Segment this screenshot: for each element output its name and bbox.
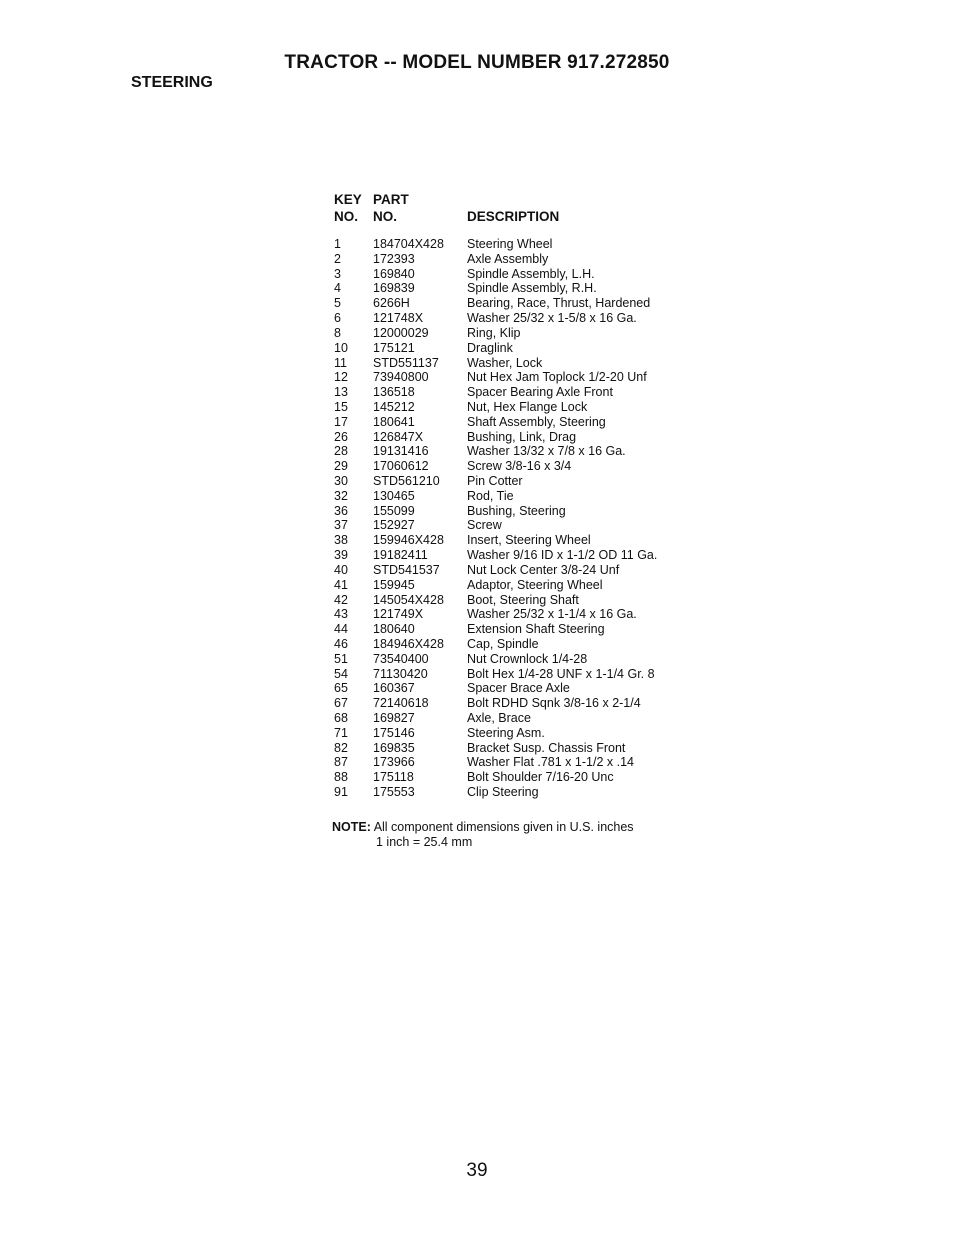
part-number: 175553 xyxy=(373,785,415,800)
part-number: 184946X428 xyxy=(373,636,444,651)
part-number: STD541537 xyxy=(373,562,440,577)
part-description: Insert, Steering Wheel xyxy=(467,533,591,548)
part-number: 180641 xyxy=(373,414,415,429)
part-number: 6266H xyxy=(373,296,410,311)
part-number: 130465 xyxy=(373,488,415,503)
key-number: 29 xyxy=(334,459,348,474)
part-description: Axle, Brace xyxy=(467,711,531,725)
part-description: Spindle Assembly, L.H. xyxy=(467,266,595,281)
key-number: 40 xyxy=(334,562,348,577)
part-number: 169835 xyxy=(373,740,415,755)
part-description: Screw 3/8-16 x 3/4 xyxy=(467,459,572,474)
part-description: Spacer Bearing Axle Front xyxy=(467,385,613,400)
key-number: 6 xyxy=(334,311,341,326)
key-number: 71 xyxy=(334,725,348,740)
part-number: 180640 xyxy=(373,622,415,637)
part-description: Clip Steering xyxy=(467,785,539,800)
key-number: 68 xyxy=(334,711,348,725)
part-description: Ring, Klip xyxy=(467,325,521,340)
part-number: 160367 xyxy=(373,681,415,696)
part-number: STD561210 xyxy=(373,474,440,488)
key-number: 44 xyxy=(334,622,348,637)
part-description: Bushing, Steering xyxy=(467,503,566,518)
part-description: Washer Flat .781 x 1-1/2 x .14 xyxy=(467,755,634,770)
part-description: Nut Lock Center 3/8-24 Unf xyxy=(467,562,620,577)
key-number: 91 xyxy=(334,785,348,800)
part-description: Shaft Assembly, Steering xyxy=(467,414,606,429)
header-description: DESCRIPTION xyxy=(467,209,560,224)
key-number: 36 xyxy=(334,503,348,518)
part-description: Adaptor, Steering Wheel xyxy=(467,577,603,592)
part-description: Draglink xyxy=(467,340,513,355)
part-description: Nut Hex Jam Toplock 1/2-20 Unf xyxy=(467,370,647,385)
part-number: 72140618 xyxy=(373,696,429,711)
key-number: 11 xyxy=(334,355,347,370)
part-description: Bushing, Link, Drag xyxy=(467,429,577,444)
part-description: Washer 13/32 x 7/8 x 16 Ga. xyxy=(467,444,626,459)
part-number: 12000029 xyxy=(373,325,429,340)
key-number: 26 xyxy=(334,429,348,444)
key-number: 82 xyxy=(334,740,348,755)
note-label: NOTE: xyxy=(332,820,371,834)
part-number: 19182411 xyxy=(373,548,428,563)
part-description: Spacer Brace Axle xyxy=(467,681,570,696)
note-line1: All component dimensions given in U.S. inches xyxy=(373,820,634,834)
page-number: 39 xyxy=(466,1160,488,1181)
key-number: 42 xyxy=(334,592,348,607)
key-number: 32 xyxy=(334,488,348,503)
key-number: 10 xyxy=(334,340,348,355)
key-number: 30 xyxy=(334,474,348,488)
part-description: Steering Wheel xyxy=(467,237,553,251)
part-number: 175121 xyxy=(373,340,415,355)
part-number: 136518 xyxy=(373,385,415,400)
header-key-line1: KEY xyxy=(334,192,362,207)
key-number: 43 xyxy=(334,607,348,622)
key-number: 4 xyxy=(334,281,341,296)
part-description: Washer 25/32 x 1-1/4 x 16 Ga. xyxy=(467,607,637,622)
part-description: Steering Asm. xyxy=(467,725,545,740)
key-number: 88 xyxy=(334,770,348,785)
part-number: 121749X xyxy=(373,607,424,622)
part-description: Washer 9/16 ID x 1-1/2 OD 11 Ga. xyxy=(467,548,658,563)
part-number: 155099 xyxy=(373,503,415,518)
part-number: 152927 xyxy=(373,518,415,533)
key-number: 5 xyxy=(334,296,341,311)
key-number: 8 xyxy=(334,325,341,340)
part-number: 175146 xyxy=(373,725,415,740)
key-number: 46 xyxy=(334,636,348,651)
part-description: Boot, Steering Shaft xyxy=(467,592,579,607)
part-description: Pin Cotter xyxy=(467,474,523,488)
part-description: Washer, Lock xyxy=(467,355,543,370)
key-number: 28 xyxy=(334,444,348,459)
key-number: 41 xyxy=(334,577,348,592)
part-number: 126847X xyxy=(373,429,424,444)
part-description: Bolt Hex 1/4-28 UNF x 1-1/4 Gr. 8 xyxy=(467,666,655,681)
part-number: 159945 xyxy=(373,577,415,592)
part-number: 145212 xyxy=(373,399,415,414)
part-number: STD551137 xyxy=(373,355,439,370)
part-description: Spindle Assembly, R.H. xyxy=(467,281,597,296)
part-description: Washer 25/32 x 1-5/8 x 16 Ga. xyxy=(467,311,637,326)
note-line2: 1 inch = 25.4 mm xyxy=(376,835,473,849)
part-number: 169827 xyxy=(373,711,415,725)
key-number: 3 xyxy=(334,266,341,281)
key-number: 1 xyxy=(334,237,341,251)
section-heading: STEERING xyxy=(131,74,213,91)
part-number: 172393 xyxy=(373,251,415,266)
part-number: 169839 xyxy=(373,281,415,296)
part-description: Cap, Spindle xyxy=(467,636,539,651)
part-number: 73940800 xyxy=(373,370,429,385)
note xyxy=(332,820,634,850)
key-number: 87 xyxy=(334,755,348,770)
part-number: 71130420 xyxy=(373,666,428,681)
key-number: 67 xyxy=(334,696,348,711)
part-description: Screw xyxy=(467,518,502,533)
part-number: 17060612 xyxy=(373,459,429,474)
key-number: 12 xyxy=(334,370,348,385)
part-description: Nut, Hex Flange Lock xyxy=(467,399,588,414)
part-description: Rod, Tie xyxy=(467,488,514,503)
key-number: 38 xyxy=(334,533,348,548)
header-part-line2: NO. xyxy=(373,209,398,224)
key-number: 13 xyxy=(334,385,348,400)
page-title: TRACTOR -- MODEL NUMBER 917.272850 xyxy=(284,52,670,73)
part-number: 169840 xyxy=(373,266,415,281)
part-number: 145054X428 xyxy=(373,592,444,607)
part-number: 175118 xyxy=(373,770,414,785)
part-description: Axle Assembly xyxy=(467,251,549,266)
part-description: Bearing, Race, Thrust, Hardened xyxy=(467,296,651,311)
key-number: 37 xyxy=(334,518,348,533)
part-description: Nut Crownlock 1/4-28 xyxy=(467,651,588,666)
key-number: 65 xyxy=(334,681,348,696)
part-number: 173966 xyxy=(373,755,415,770)
part-number: 121748X xyxy=(373,311,424,326)
header-part-line1: PART xyxy=(373,192,409,207)
part-description: Bracket Susp. Chassis Front xyxy=(467,740,626,755)
part-number: 19131416 xyxy=(373,444,429,459)
part-number: 159946X428 xyxy=(373,533,444,548)
key-number: 51 xyxy=(334,651,348,666)
key-number: 2 xyxy=(334,251,341,266)
header-key-line2: NO. xyxy=(334,209,359,224)
part-number: 184704X428 xyxy=(373,237,444,251)
key-number: 15 xyxy=(334,399,348,414)
part-description: Extension Shaft Steering xyxy=(467,622,605,637)
key-number: 17 xyxy=(334,414,348,429)
part-description: Bolt RDHD Sqnk 3/8-16 x 2-1/4 xyxy=(467,696,641,711)
part-description: Bolt Shoulder 7/16-20 Unc xyxy=(467,770,614,785)
part-number: 73540400 xyxy=(373,651,429,666)
key-number: 54 xyxy=(334,666,348,681)
key-number: 39 xyxy=(334,548,348,563)
